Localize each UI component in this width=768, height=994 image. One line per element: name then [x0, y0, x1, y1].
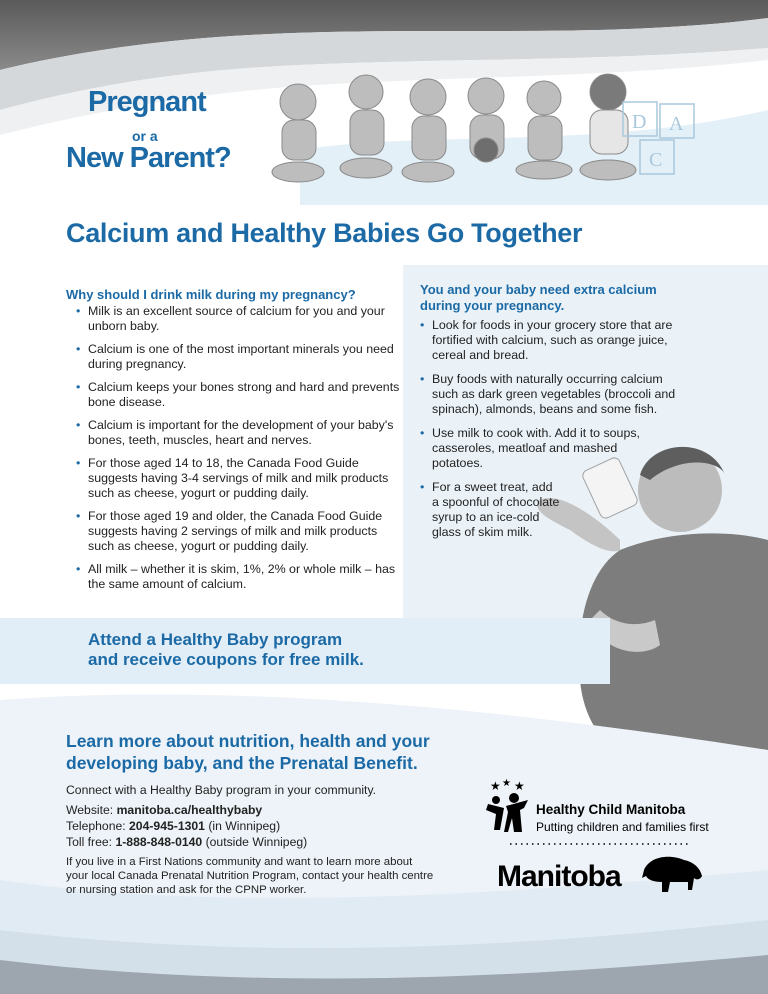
svg-text:★: ★	[502, 778, 511, 789]
left-bullet: • Calcium keeps your bones strong and hard and prevents bone disease.	[76, 380, 406, 410]
manitoba-wordmark: Manitoba	[497, 860, 621, 893]
title-new-parent: New Parent?	[66, 142, 231, 174]
learn-more-heading	[66, 730, 486, 774]
headline: Calcium and Healthy Babies Go Together	[66, 218, 583, 248]
learn-line-1: Learn more about nutrition, health and your	[66, 731, 430, 751]
left-bullet-list	[76, 304, 406, 600]
svg-text:D: D	[632, 111, 647, 133]
tollfree-note: (outside Winnipeg)	[202, 835, 308, 849]
right-bullet: • For a sweet treat, add a spoonful of chocolate syrup to an ice-cold glass of skim milk.	[420, 480, 560, 540]
title-or-a: or a	[132, 128, 158, 144]
right-bullet: • Use milk to cook with. Add it to soups, casseroles, meatloaf and mashed potatoes.	[420, 426, 642, 471]
babies-photo	[268, 62, 708, 202]
website-link[interactable]: manitoba.ca/healthybaby	[116, 803, 263, 817]
svg-text:A: A	[669, 113, 684, 135]
learn-line-2: developing baby, and the Prenatal Benefit.	[66, 753, 418, 773]
right-heading: You and your baby need extra calcium during your pregnancy.	[420, 282, 657, 313]
svg-text:★: ★	[514, 779, 525, 793]
first-nations-note: If you live in a First Nations community and want to learn more about your local Canada Prenatal Nutrition Program, contact your health centre or nursing station and ask for the CPNP worker.	[66, 856, 434, 896]
left-bullet: • For those aged 14 to 18, the Canada Food Guide suggests having 3-4 servings of milk and milk products such as cheese, yogurt or pudding daily.	[76, 456, 406, 501]
left-bullet: • All milk – whether it is skim, 1%, 2% or whole milk – has the same amount of calcium.	[76, 562, 406, 592]
title-pregnant: Pregnant	[88, 86, 206, 118]
phone-number[interactable]: 204-945-1301	[129, 819, 205, 833]
right-bullet: • Look for foods in your grocery store that are fortified with calcium, such as orange juice, cereal and bread.	[420, 318, 680, 363]
connect-text: Connect with a Healthy Baby program in your community.	[66, 783, 377, 797]
bison-icon	[640, 852, 704, 896]
left-bullet: • Calcium is one of the most important minerals you need during pregnancy.	[76, 342, 406, 372]
svg-text:C: C	[649, 149, 663, 171]
phone-label: Telephone:	[66, 819, 130, 833]
attend-callout	[88, 630, 364, 670]
hcm-name: Healthy Child Manitoba	[536, 802, 686, 817]
left-bullet: • Milk is an excellent source of calcium for you and your unborn baby.	[76, 304, 406, 334]
svg-text:★: ★	[490, 779, 501, 793]
dotted-divider	[510, 842, 690, 846]
left-question: Why should I drink milk during my pregnancy?	[66, 287, 356, 302]
attend-line-1: Attend a Healthy Baby program	[88, 630, 343, 649]
attend-line-2: and receive coupons for free milk.	[88, 650, 364, 669]
tollfree-number[interactable]: 1-888-848-0140	[115, 835, 203, 849]
right-bullet: • Buy foods with naturally occurring calcium such as dark green vegetables (broccoli and spinach), almonds, beans and some fish.	[420, 372, 680, 417]
phone-note: (in Winnipeg)	[204, 819, 281, 833]
tollfree-label: Toll free:	[66, 835, 116, 849]
contact-block	[66, 802, 307, 850]
right-bullet-list	[420, 318, 680, 549]
left-bullet: • Calcium is important for the development of your baby's bones, teeth, muscles, heart and nerves.	[76, 418, 406, 448]
website-label: Website:	[66, 803, 117, 817]
left-bullet: • For those aged 19 and older, the Canada Food Guide suggests having 2 servings of milk and milk products such as cheese, yogurt or pudding daily.	[76, 509, 406, 554]
healthy-child-manitoba-icon	[484, 778, 534, 834]
hcm-tagline: Putting children and families first	[536, 820, 709, 834]
